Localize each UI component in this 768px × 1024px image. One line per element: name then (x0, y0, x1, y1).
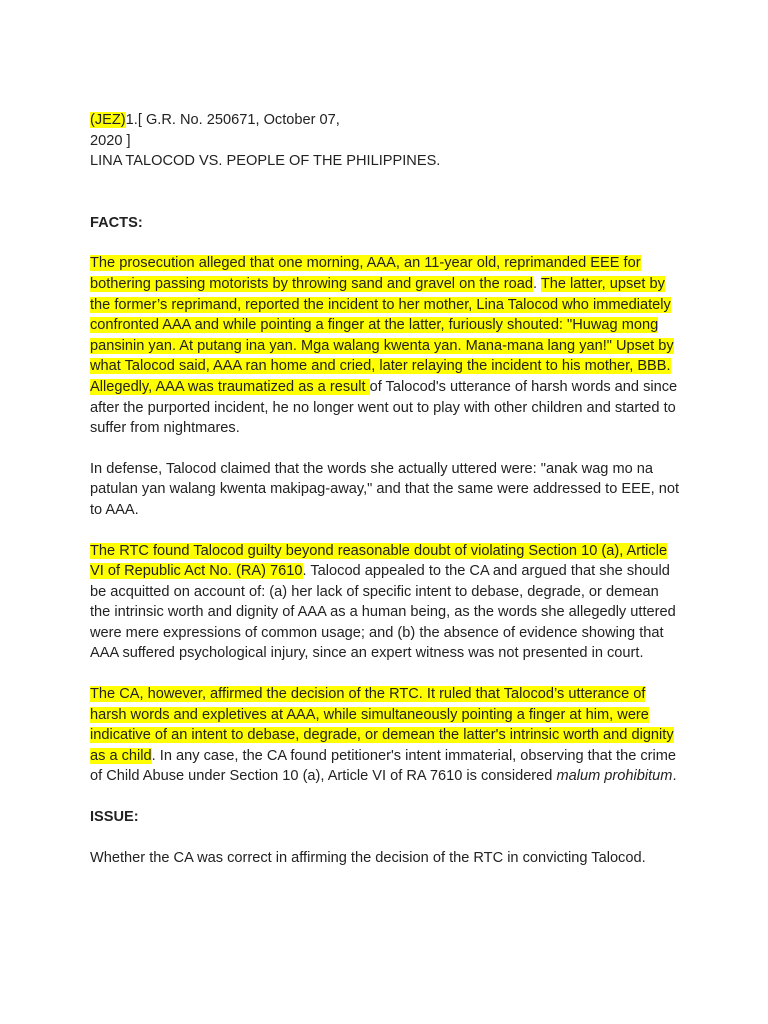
facts-heading: FACTS: (90, 214, 143, 231)
plain-span: . Talocod appealed to the CA and argued that she should be acquitted on account of: (a) her lack of specific intent to debase, degrade, or demean the intrinsic worth and dignity of AAA as a human being, as the words she allegedly uttered were mere expressions of common usage; and (b) the absence of evidence showing that AAA suffered psychological injury, since an expert witness was not presented in court. (90, 563, 676, 662)
citation-line-1: 1.[ G.R. No. 250671, October 07, (125, 112, 340, 128)
facts-paragraph-2: In defense, Talocod claimed that the words she actually uttered were: "anak wag mo na patulan yan walang kwenta makipag-away," and that the same were addressed to EEE, not to AAA. (90, 460, 680, 518)
plain-span: . (532, 275, 541, 292)
italic-term: malum prohibitum (556, 768, 673, 785)
facts-paragraph-3 (90, 541, 682, 665)
issue-heading: ISSUE: (90, 809, 139, 826)
facts-paragraph-1 (90, 253, 682, 438)
plain-span: of Talocod's utterance of harsh words and since after the purported incident, he no longer went out to play with other children and started to suffer from nightmares. (90, 378, 678, 437)
citation-line-2: 2020 ] (90, 132, 131, 149)
highlight-span: The CA, however, affirmed the decision of the RTC. It ruled that Talocod’s utterance of harsh words and expletives at AAA, while simultaneously pointing a finger at him, were indicative of an intent to debase, degrade, or demean the latter's intrinsic worth and dignity as a child (90, 686, 674, 764)
plain-span: . In any case, the CA found petitioner's intent immaterial, observing that the crime of Child Abuse under Section 10 (a), Article VI of RA 7610 is considered (90, 747, 677, 785)
highlight-span: The latter, upset by the former’s reprimand, reported the incident to her mother, Lina Talocod who immediately confronted AAA and while pointing a finger at the latter, furiously shouted: "Huwag mong pansinin yan. At putang ina yan. Mga walang kwenta yan. Mana-mana lang yan!" Upset by what Talocod said, AAA ran home and cried, later relaying the incident to his mother, BBB. Allegedly, AAA was traumatized as a result (90, 275, 674, 395)
issue-text: Whether the CA was correct in affirming the decision of the RTC in convicting Talocod. (90, 849, 646, 866)
plain-span: . (672, 768, 677, 785)
highlight-span: The RTC found Talocod guilty beyond reasonable doubt of violating Section 10 (a), Article VI of Republic Act No. (RA) 7610 (90, 542, 668, 580)
author-tag: (JEZ) (90, 112, 126, 128)
highlight-span: The prosecution alleged that one morning, AAA, an 11-year old, reprimanded EEE for bothering passing motorists by throwing sand and gravel on the road (90, 255, 641, 292)
case-title: LINA TALOCOD VS. PEOPLE OF THE PHILIPPINES. (90, 153, 441, 170)
facts-paragraph-4 (90, 684, 682, 787)
case-citation (90, 110, 682, 151)
